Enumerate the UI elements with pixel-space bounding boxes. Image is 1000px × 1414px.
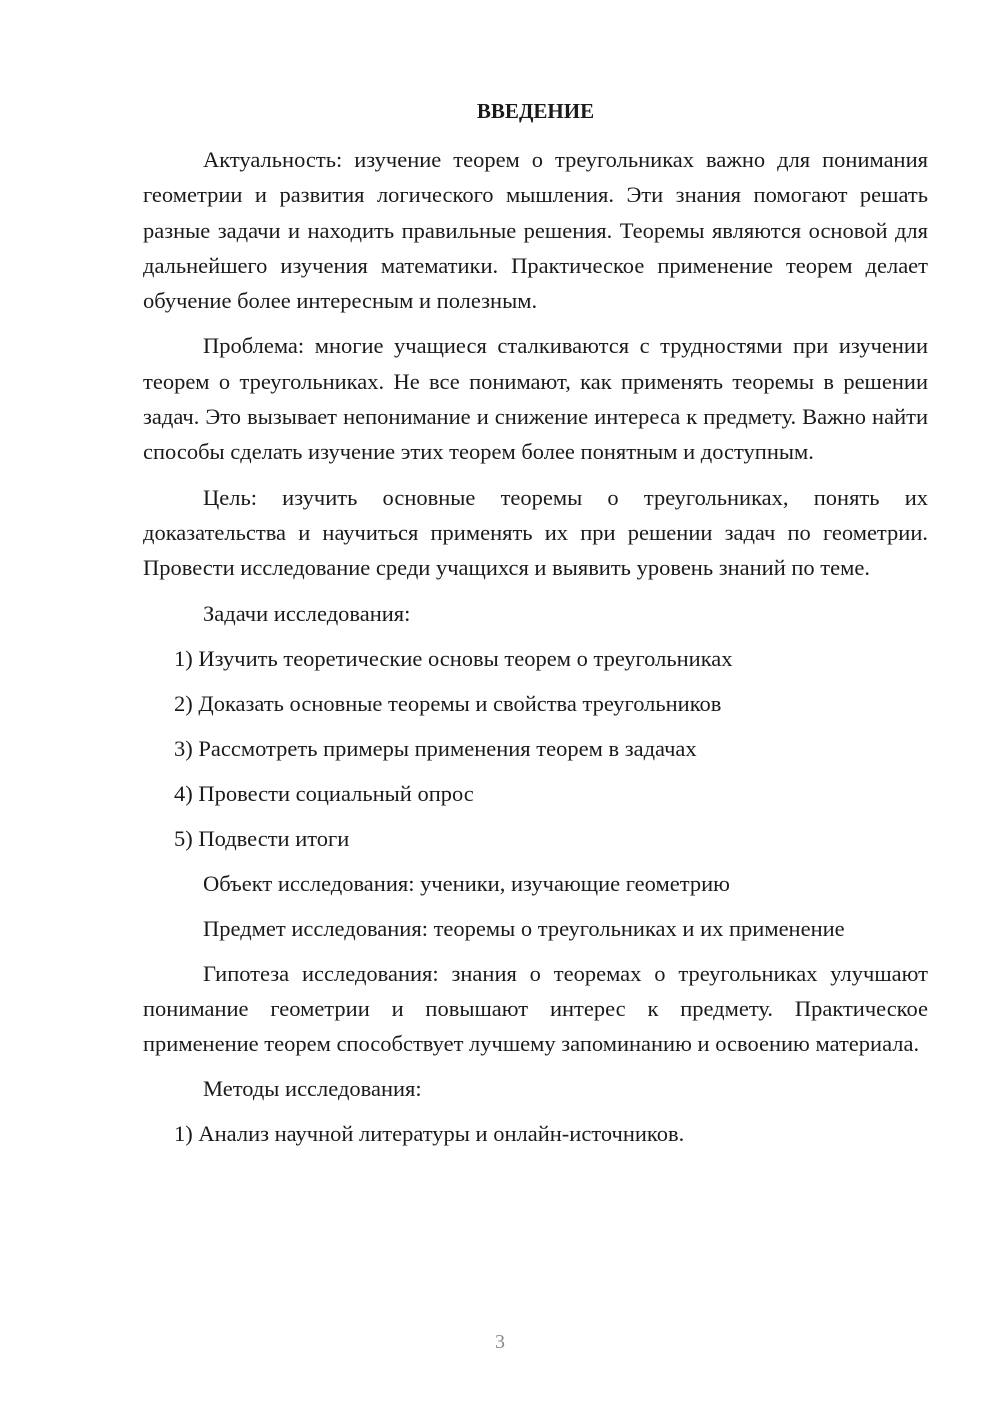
task-item: 5) Подвести итоги: [174, 825, 350, 851]
methods-heading: Методы исследования:: [203, 1076, 422, 1102]
research-subject: Предмет исследования: теоремы о треугольниках и их применение: [203, 915, 845, 941]
task-item: 4) Провести социальный опрос: [174, 780, 474, 806]
page-content: [143, 94, 928, 1161]
page-number: 3: [495, 1331, 505, 1353]
tasks-heading: Задачи исследования:: [203, 600, 411, 626]
method-item: 1) Анализ научной литературы и онлайн-источников.: [174, 1121, 685, 1147]
goal-paragraph: Цель: изучить основные теоремы о треугольниках, понять их доказательства и научиться применять их при решении задач по геометрии. Провести исследование среди учащихся и выявить уровень знаний по теме.: [143, 484, 928, 581]
problem-paragraph: Проблема: многие учащиеся сталкиваются с трудностями при изучении теорем о треугольниках. Не все понимают, как применять теоремы в решении задач. Это вызывает непонимание и снижение интереса к предмету. Важно найти способы сделать изучение этих теорем более понятным и доступным.: [143, 333, 928, 465]
section-title: ВВЕДЕНИЕ: [476, 99, 595, 123]
task-item: 1) Изучить теоретические основы теорем о треугольниках: [174, 645, 733, 671]
task-item: 2) Доказать основные теоремы и свойства треугольников: [174, 690, 722, 716]
task-item: 3) Рассмотреть примеры применения теорем в задачах: [174, 735, 697, 761]
research-object: Объект исследования: ученики, изучающие геометрию: [203, 870, 730, 896]
hypothesis-paragraph: Гипотеза исследования: знания о теоремах о треугольниках улучшают понимание геометрии и повышают интерес к предмету. Практическое применение теорем способствует лучшему запоминанию и освоению материала.: [143, 960, 928, 1057]
relevance-paragraph: Актуальность: изучение теорем о треугольниках важно для понимания геометрии и развития логического мышления. Эти знания помогают решать разные задачи и находить правильные решения. Теоремы являются основой для дальнейшего изучения математики. Практическое применение теорем делает обучение более интересным и полезным.: [143, 147, 928, 314]
